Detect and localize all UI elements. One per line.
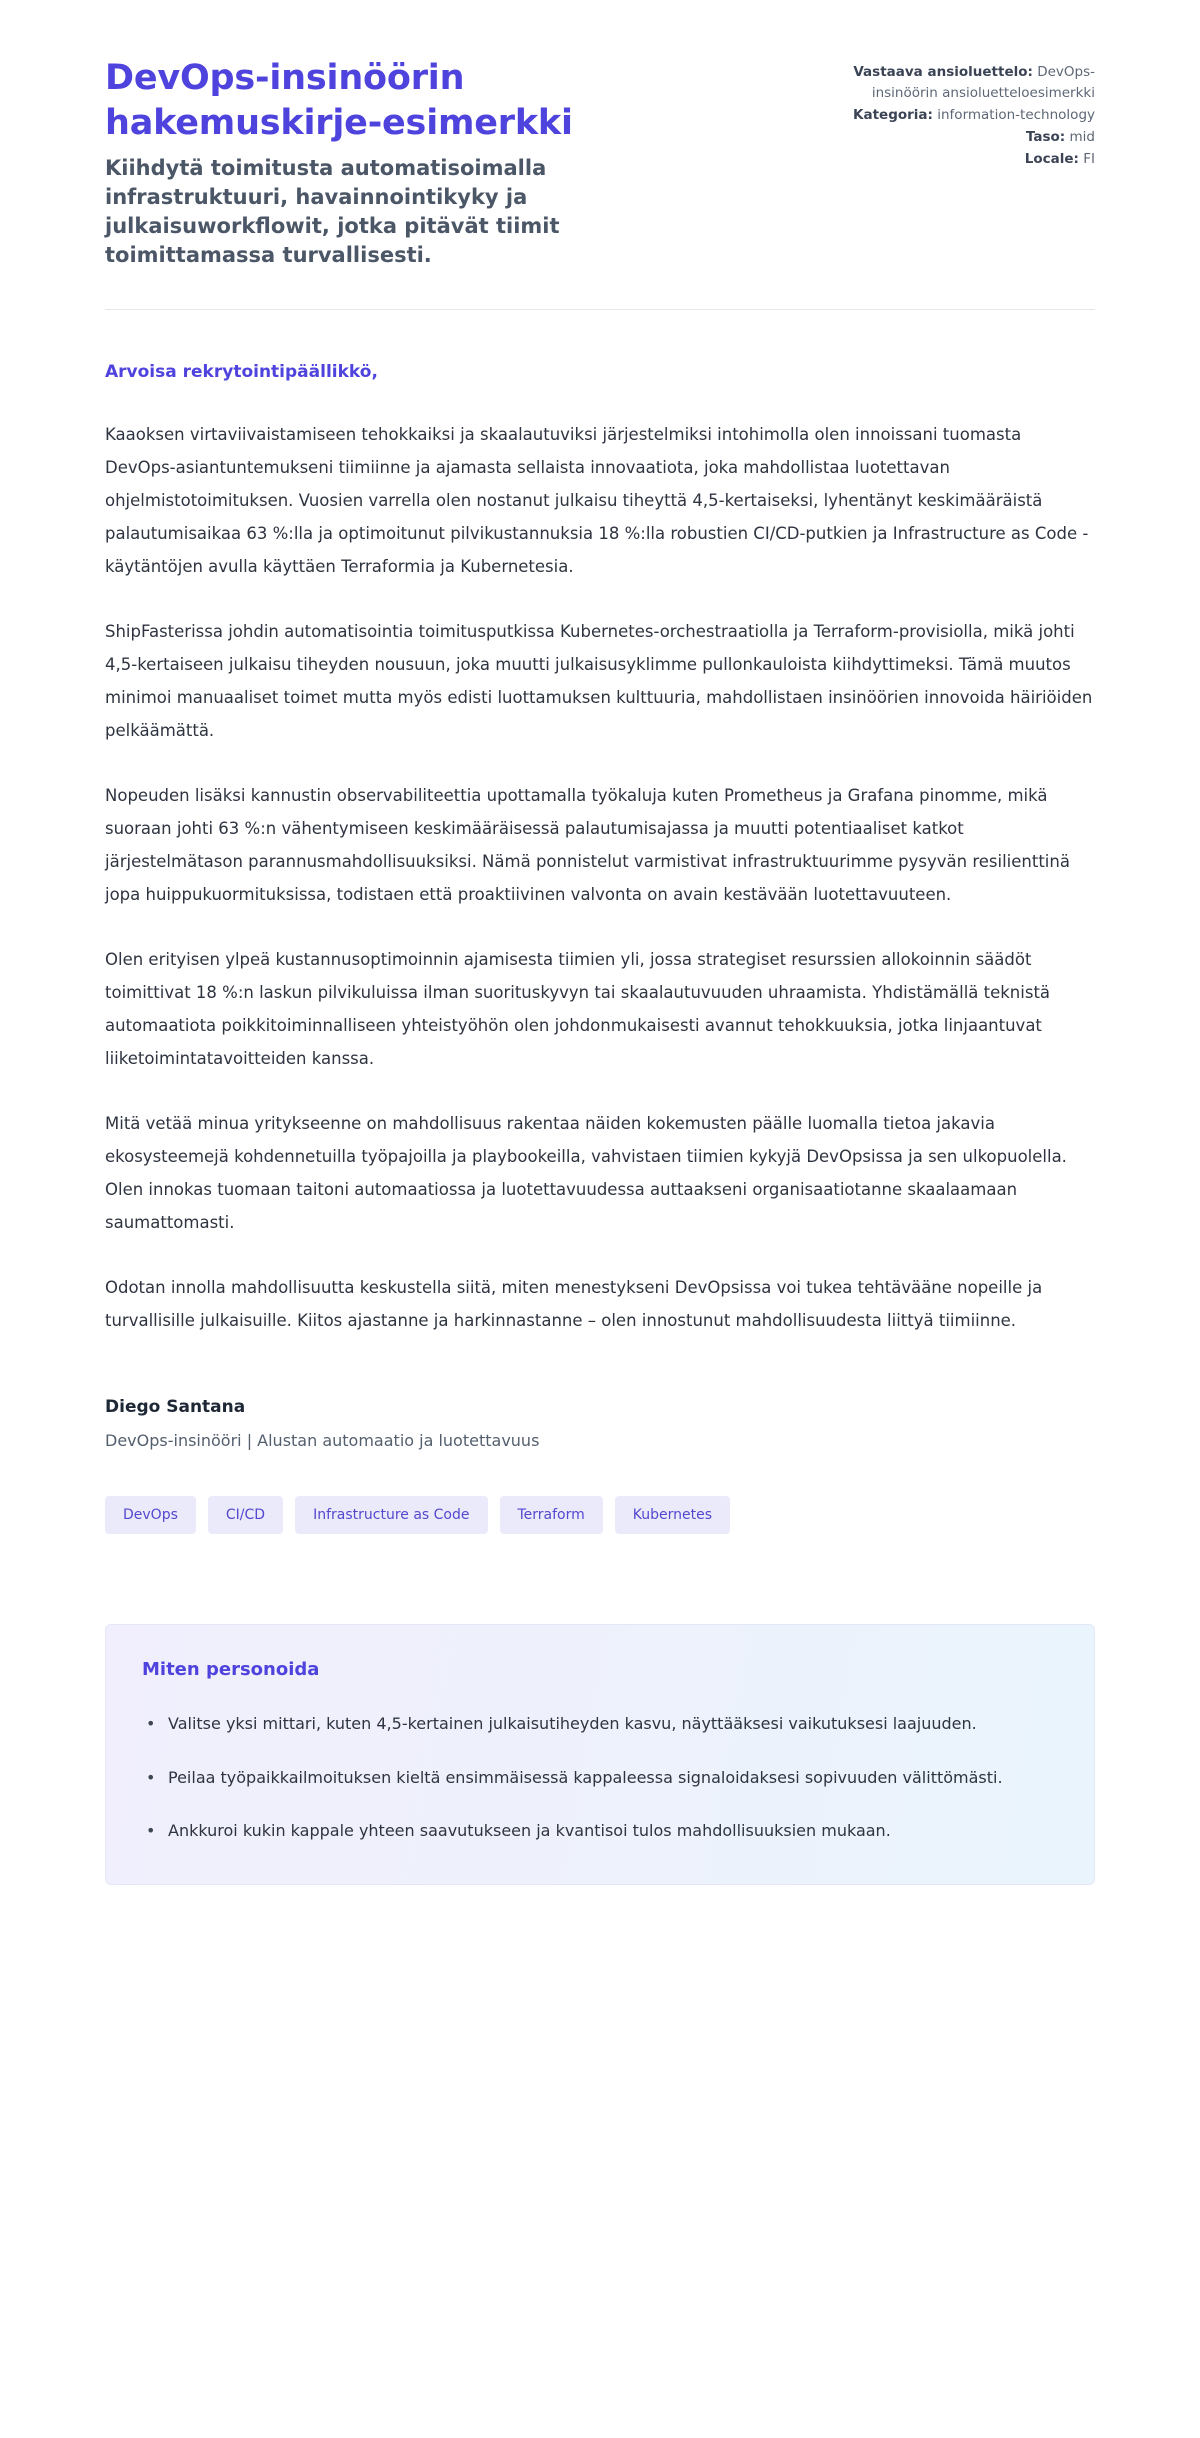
letter-paragraph: Odotan innolla mahdollisuutta keskustella siitä, miten menestykseni DevOpsissa voi tukea tehtävääne nopeille ja turvallisille julkaisuille. Kiitos ajastanne ja harkinnastanne – olen innostunut mahdollisuudesta liittyä tiimiinne. xyxy=(105,1278,1043,1331)
tag-chip[interactable]: Kubernetes xyxy=(615,1496,730,1534)
metadata-label: Vastaava ansioluettelo: xyxy=(853,64,1033,80)
cover-letter-body xyxy=(105,362,1095,1337)
letter-paragraph: Kaaoksen virtaviivaistamiseen tehokkaiksi ja skaalautuviksi järjestelmiksi intohimolla olen innoissani tuomasta DevOps-asiantuntemukseni tiimiinne ja ajamasta sellaista innovaatiota, joka mahdollistaa luotettavan ohjelmistotoimituksen. Vuosien varrella olen nostanut julkaisu tiheyttä 4,5-kertaiseksi, lyhentänyt keskimääräistä palautumisaikaa 63 %:lla ja optimoitunut pilvikustannuksia 18 %:lla robustien CI/CD-putkien ja Infrastructure as Code -käytäntöjen avulla käyttäen Terraformia ja Kubernetesia. xyxy=(105,425,1089,577)
metadata-value: FI xyxy=(1083,150,1095,167)
letter-paragraph: Olen erityisen ylpeä kustannusoptimoinnin ajamisesta tiimien yli, jossa strategiset resurssien allokoinnin säädöt toimittivat 18 %:n laskun pilvikuluissa ilman suorituskyvyn tai skaalautuvuuden uhraamista. Yhdistämällä teknistä automaatiota poikkitoiminnalliseen yhteistyöhön olen johdonmukaisesti avannut tehokkuuksia, jotka linjaantuvat liiketoimintatavoitteiden kanssa. xyxy=(105,950,1051,1069)
letter-paragraph: ShipFasterissa johdin automatisointia toimitusputkissa Kubernetes-orchestraatiolla ja Terraform-provisiolla, mikä johti 4,5-kertaiseen julkaisu tiheyden nousuun, joka muutti julkaisusyklimme pullonkauloista kiihdyttimeksi. Tämä muutos minimoi manuaaliset toimet mutta myös edisti luottamuksen kulttuuria, mahdollistaen insinöörien innovoida häiriöiden pelkäämättä. xyxy=(105,622,1093,741)
letter-paragraph: Nopeuden lisäksi kannustin observabiliteettia upottamalla työkaluja kuten Prometheus ja Grafana pinomme, mikä suoraan johti 63 %:n vähentymiseen keskimääräisessä palautumisajassa ja muutti potentiaaliset katkot järjestelmätason parannusmahdollisuuksiksi. Nämä ponnistelut varmistivat infrastruktuurimme pysyvän resilienttinä jopa huippukuormituksissa, todistaen että proaktiivinen valvonta on avain kestävään luotettavuuteen. xyxy=(105,786,1070,905)
letter-paragraph: Mitä vetää minua yritykseenne on mahdollisuus rakentaa näiden kokemusten päälle luomalla tietoa jakavia ekosysteemejä kohdennetuilla työpajoilla ja playbookeilla, vahvistaen tiimien kykyjä DevOpsissa ja sen ulkopuolella. Olen innokas tuomaan taitoni automaatiossa ja luotettavuudessa auttaakseni organisaatiotanne skaalaamaan saumattomasti. xyxy=(105,1114,1067,1233)
list-item: • Peilaa työpaikkailmoituksen kieltä ensimmäisessä kappaleessa signaloidaksesi sopivuuden välittömästi. xyxy=(142,1762,1058,1793)
header-divider xyxy=(105,309,1095,310)
list-item: • Valitse yksi mittari, kuten 4,5-kertainen julkaisutiheyden kasvu, näyttääksesi vaikutuksesi laajuuden. xyxy=(142,1708,1058,1739)
tag-list xyxy=(105,1496,1095,1534)
metadata-value: information-technology xyxy=(937,106,1095,123)
metadata-row-locale xyxy=(845,149,1095,170)
tag-chip[interactable]: Infrastructure as Code xyxy=(295,1496,487,1534)
document-header xyxy=(105,56,1095,309)
page-title: DevOps-insinöörin hakemuskirje-esimerkki xyxy=(105,58,573,143)
callout-list xyxy=(142,1708,1058,1846)
signature-name: Diego Santana xyxy=(105,1397,246,1418)
tag-chip[interactable]: DevOps xyxy=(105,1496,196,1534)
signature-block xyxy=(105,1397,1095,1450)
personalization-callout xyxy=(105,1624,1095,1885)
page-subtitle: Kiihdytä toimitusta automatisoimalla infrastruktuuri, havainnointikyky ja julkaisuworkflowit, jotka pitävät tiimit toimittamassa turvallisesti. xyxy=(105,155,560,267)
content-container xyxy=(105,0,1095,1885)
metadata-label: Kategoria: xyxy=(853,106,933,123)
header-text-block xyxy=(105,56,705,269)
salutation: Arvoisa rekrytointipäällikkö, xyxy=(105,362,378,383)
metadata-row-related-resume xyxy=(845,62,1095,104)
callout-title: Miten personoida xyxy=(142,1659,320,1681)
metadata-row-level xyxy=(845,127,1095,148)
list-item: • Ankkuroi kukin kappale yhteen saavutukseen ja kvantisoi tulos mahdollisuuksien mukaan. xyxy=(142,1815,1058,1846)
metadata-value: DevOps-insinöörin ansioluetteloesimerkki xyxy=(871,64,1095,101)
tag-chip[interactable]: Terraform xyxy=(500,1496,603,1534)
signature-role: DevOps-insinööri | Alustan automaatio ja luotettavuus xyxy=(105,1431,540,1451)
tag-chip[interactable]: CI/CD xyxy=(208,1496,283,1534)
document-metadata xyxy=(845,56,1095,171)
metadata-label: Locale: xyxy=(1024,150,1079,167)
metadata-row-category xyxy=(845,105,1095,126)
metadata-value: mid xyxy=(1069,128,1095,145)
metadata-label: Taso: xyxy=(1025,128,1066,145)
